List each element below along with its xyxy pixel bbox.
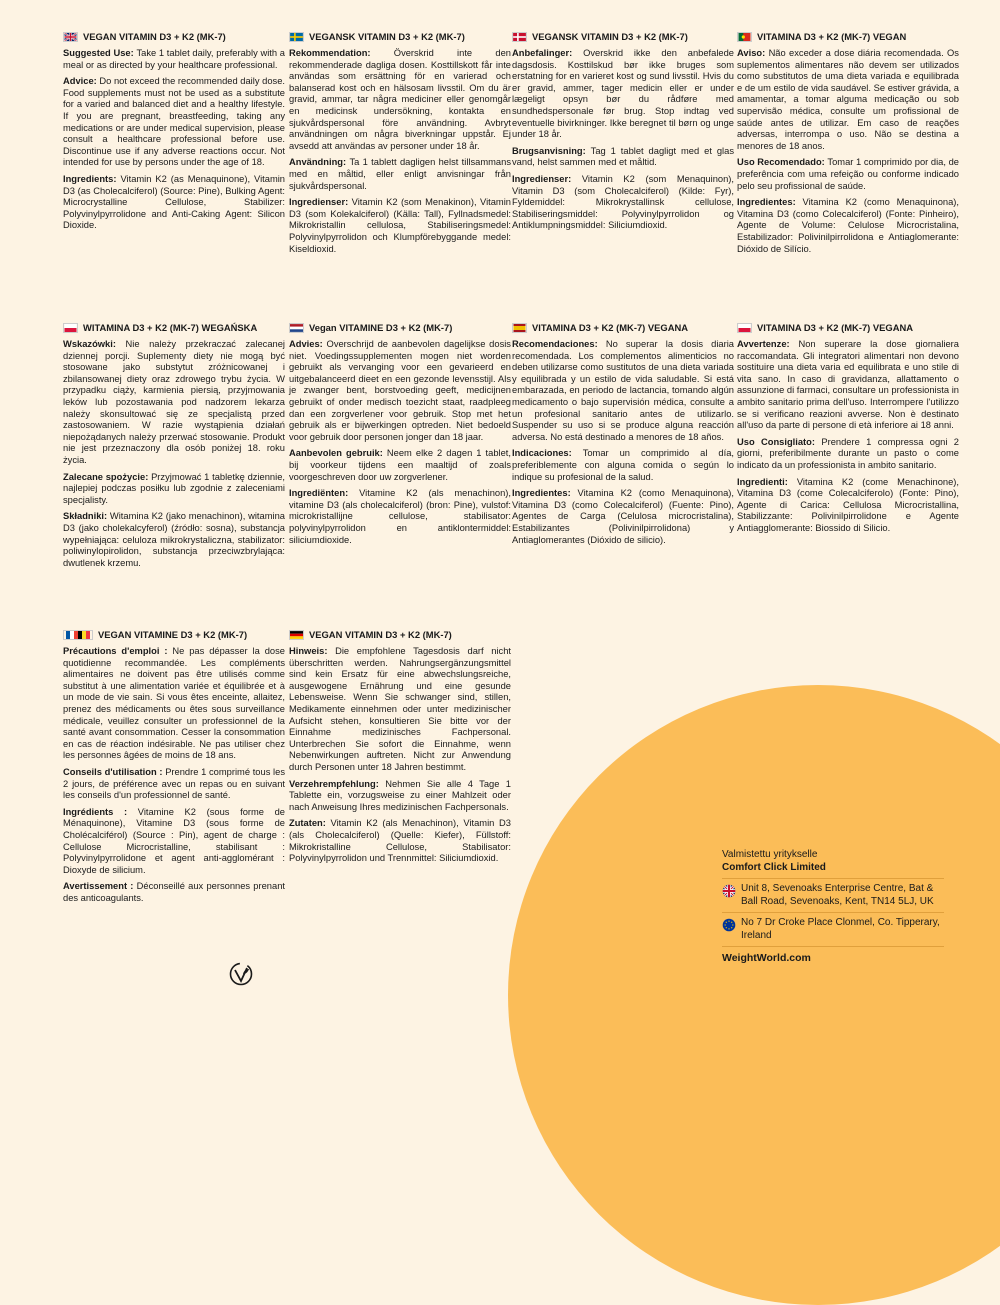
section-da <box>512 30 734 237</box>
section-pl <box>63 321 285 574</box>
uk-flag-icon <box>63 32 78 42</box>
poland-flag-icon <box>63 323 78 333</box>
paragraph-ingredients: Ingrédients : Vitamine K2 (sous forme de Ménaquinone), Vitamine D3 (sous forme de Cholécalciférol) (Source : Pin), agent de charge : Cellulose Microcristalline, stabilisant : Polyvinylpyrrolidone et agent anti-agglomérant : Dioxyde de silicium. <box>63 806 285 875</box>
section-title: VEGAN VITAMIN D3 + K2 (MK-7) <box>83 31 226 43</box>
paragraph-usage: Användning: Ta 1 tablett dagligen helst tillsammans med en måltid, eller enligt anvisningar från sjukvårdspersonal. <box>289 157 511 191</box>
paragraph-recommended-intake: Verzehrempfehlung: Nehmen Sie alle 4 Tage 1 Tablette ein, vorzugsweise zu einer Mahlzeit oder nach Anweisung Ihres medizinischen Fachpersonals. <box>289 778 511 812</box>
paragraph-advice: Advice: Do not exceed the recommended daily dose. Food supplements must not be used as a substitute for a varied and balanced diet and a healthy lifestyle. If you are pregnant, breastfeeding, taking any medications or are under medical supervision, please consult a healthcare professional before use. Discontinue use if any adverse reactions occur. Not intended for use by persons under the age of 18. <box>63 76 285 168</box>
denmark-flag-icon <box>512 32 527 42</box>
section-es <box>512 321 734 551</box>
spain-flag-icon <box>512 323 527 333</box>
section-header <box>512 321 734 335</box>
paragraph-usage-advice: Conseils d'utilisation : Prendre 1 comprimé tous les 2 jours, de préférence avec un repas ou en suivant les conseils d'un professionnel de santé. <box>63 766 285 801</box>
decorative-circle <box>508 685 1000 1305</box>
italy-flag-icon <box>737 323 752 333</box>
paragraph-advice: Advies: Overschrijd de aanbevolen dagelijkse dosis niet. Voedingssupplementen mogen niet worden gebruikt als vervanging voor een gevarieerd en uitgebalanceerd dieet en een gezonde levensstijl. Als je zwanger bent, borstvoeding geeft, medicijnen gebruikt of onder medisch toezicht staat, raadpleeg dan een zorgverlener voor gebruik. Stop met het gebruik als er bijwerkingen optreden. Niet bedoeld voor gebruik door personen jonger dan 18 jaar. <box>289 339 511 442</box>
company-name: Comfort Click Limited <box>722 862 826 873</box>
paragraph-recommended-intake: Zalecane spożycie: Przyjmować 1 tabletkę dziennie, najlepiej podczas posiłku lub zgodnie z zaleceniami specjalisty. <box>63 471 285 505</box>
paragraph-suggested-use: Suggested Use: Take 1 tablet daily, preferably with a meal or as directed by your healthcare professional. <box>63 48 285 70</box>
france-belgium-flag-icon <box>63 630 93 640</box>
paragraph-recommendations: Anbefalinger: Overskrid ikke den anbefalede dagsdosis. Kosttilskud bør ikke bruges som erstatning for en varieret kost og sund livsstil. Hvis du er gravid, ammer, tager medicin eller er under lægeligt opsyn bør du rådføre med sundhedspersonale før brug. Stop indtag ved eventuelle bivirkninger. Ikke beregnet til børn og unge under 18 år. <box>512 48 734 140</box>
made-for-label: Valmistettu yritykselle <box>722 849 818 860</box>
section-title: VEGANSK VITAMIN D3 + K2 (MK-7) <box>309 31 465 43</box>
section-sv <box>289 30 511 260</box>
paragraph-precautions: Précautions d'emploi : Ne pas dépasser la dose quotidienne recommandée. Les compléments alimentaires ne doivent pas être utilisés comme substitut à une alimentation variée et équilibrée et à un mode de vie sain. Si vous êtes enceinte, allaitez, prenez des médicaments ou êtes sous surveillance médicale, veuillez consulter un professionnel de la santé avant consommation. Cesser la consommation en cas de réaction indésirable. Ne pas utiliser chez les personnes âgées de moins de 18 ans. <box>63 646 285 761</box>
section-title: VEGAN VITAMINE D3 + K2 (MK-7) <box>98 629 248 641</box>
germany-flag-icon <box>289 630 304 640</box>
website-link[interactable]: WeightWorld.com <box>722 946 944 965</box>
paragraph-recommendations: Recomendaciones: No superar la dosis diaria recomendada. Los complementos alimenticios no deben utilizarse como sustitutos de una dieta variada y equilibrada y un estilo de vida saludable. Si está embarazada, en periodo de lactancia, tomando algún medicamento o bajo supervisión médica, consulte a un profesional sanitario antes de utilizarlo. Suspender su uso si se produce alguna reacción adversa. No está destinado a menores de 18 años. <box>512 339 734 442</box>
paragraph-ingredients: Ingredients: Vitamin K2 (as Menaquinone), Vitamin D3 (as Cholecalciferol) (Source: Pine), Bulking Agent: Microcrystalline Cellulose, Stabilizer: Polyvinylpyrrolidone and Anti-Caking Agent: Silicon Dioxide. <box>63 173 285 231</box>
section-pt <box>737 30 959 260</box>
section-fr <box>63 628 285 909</box>
section-header <box>63 321 285 335</box>
section-header <box>289 321 511 335</box>
eu-flag-icon <box>722 918 736 932</box>
paragraph-warning: Aviso: Não exceder a dose diária recomendada. Os suplementos alimentares não devem ser utilizados como substitutos de uma dieta variada e equilibrada e de um estilo de vida saudável. Se estiver grávida, a amamentar, a tomar alguma medicação ou sob supervisão médica, consulte um profissional de saúde antes de utilizar. Em caso de reações adversas, interrompa o uso. Não se destina a menores de 18 anos. <box>737 48 959 151</box>
section-title: Vegan VITAMINE D3 + K2 (MK-7) <box>309 322 453 334</box>
section-header <box>289 628 511 642</box>
paragraph-directions: Brugsanvisning: Tag 1 tablet dagligt med et glas vand, helst sammen med et måltid. <box>512 145 734 168</box>
paragraph-warning: Avertissement : Déconseillé aux personnes prenant des anticoagulants. <box>63 881 285 903</box>
paragraph-recommended-use: Uso Consigliato: Prendere 1 compressa ogni 2 giorni, preferibilmente durante un pasto o come indicato da un professionista in ambito sanitario. <box>737 436 960 470</box>
paragraph-ingredients: Składniki: Witamina K2 (jako menachinon), witamina D3 (jako cholekalcyferol) (źródło: sosna), substancja wypełniająca: celuloza mikrokrystaliczna, stabilizator: poliwinylopirolidon, substancja przeciwzbrylająca: dwutlenek krzemu. <box>63 511 285 568</box>
paragraph-notice: Hinweis: Die empfohlene Tagesdosis darf nicht überschritten werden. Nahrungsergänzungsmittel sind kein Ersatz für eine abwechslungsreiche, ausgewogene Ernährung und eine gesunde Lebensweise. Wenn Sie schwanger sind, stillen, Medikamente einnehmen oder unter medizinischer Aufsicht stehen, konsultieren Sie bitte vor der Einnahme medizinisches Fachpersonal. Unterbrechen Sie sofort die Einnahme, wenn Nebenwirkungen auftreten. Nicht zur Anwendung durch Personen unter 18 Jahren bestimmt. <box>289 646 511 772</box>
paragraph-recommendation: Rekommendation: Överskrid inte den rekommenderade dagliga dosen. Kosttillskott får inte användas som ersättning för en varierad och balanserad kost och en hälsosam livsstil. Om du är gravid, ammar, tar några mediciner eller genomgår en medicinsk undersökning, kontakta en sjukvårdspersonal före användning. Avbryt användningen om några biverkningar uppstår. Ej avsedd att användas av personer under 18 år. <box>289 48 511 151</box>
paragraph-indications: Indicaciones: Tomar un comprimido al día, preferiblemente con alguna comida o según lo indique su profesional de la salud. <box>512 448 734 482</box>
paragraph-ingredients: Ingrediënten: Vitamine K2 (als menachinon), vitamine D3 (als cholecalciferol) (bron: Pine), vulstof: microkristallijne cellulose, stabilisator: polyvinylpyrrolidon en antiklontermiddel: siliciumdioxide. <box>289 488 511 545</box>
address-uk <box>722 878 944 912</box>
section-title: VITAMINA D3 + K2 (MK-7) VEGANA <box>757 322 913 334</box>
section-header <box>289 30 511 44</box>
vegan-leaf-icon <box>229 962 253 986</box>
section-title: VITAMINA D3 + K2 (MK-7) VEGAN <box>757 31 907 43</box>
paragraph-recommended-use: Uso Recomendado: Tomar 1 comprimido por dia, de preferência com uma refeição ou conforme indicado pelo seu profissional de saúde. <box>737 157 959 191</box>
section-header <box>63 30 285 44</box>
uk-flag-icon <box>722 884 736 898</box>
sweden-flag-icon <box>289 32 304 42</box>
address-text: No 7 Dr Croke Place Clonmel, Co. Tipperary, Ireland <box>741 917 940 941</box>
section-title: VEGAN VITAMIN D3 + K2 (MK-7) <box>309 629 452 641</box>
address-text: Unit 8, Sevenoaks Enterprise Centre, Bat & Ball Road, Sevenoaks, Kent, TN14 5LJ, UK <box>741 883 934 907</box>
section-it <box>737 321 959 540</box>
paragraph-ingredients: Ingredientes: Vitamina K2 (como Menaquinona), Vitamina D3 (como Colecalciferol) (Fuente: Pino), Agentes de Carga (Celulosa microcristalina), Estabilizantes (Polivinilpirrolidona) y Antiaglomerantes (Dióxido de silicio). <box>512 488 734 545</box>
paragraph-warnings: Avvertenze: Non superare la dose giornaliera raccomandata. Gli integratori alimentari non devono sostituire una dieta varia ed equilibrata e uno stile di vita sano. In caso di gravidanza, allattamento o assunzione di farmaci, consultare un professionista in ambito sanitario prima dell'uso. Interrompere l'utilizzo se si verificano reazioni avverse. Non è destinato all'uso da parte di persone di età inferiore ai 18 anni. <box>737 339 959 431</box>
paragraph-guidance: Wskazówki: Nie należy przekraczać zalecanej dziennej porcji. Suplementy diety nie mogą być stosowane jako substytut zróżnicowanej i zbilansowanej diety oraz zdrowego trybu życia. W przypadku ciąży, karmienia piersią, przyjmowania leków lub pozostawania pod nadzorem lekarza należy skonsultować się ze specjalistą przed zastosowaniem. W razie wystąpienia działań niepożądanych należy przerwać stosowanie. Produkt nie jest przeznaczony dla osób poniżej 18. roku życia. <box>63 339 285 465</box>
paragraph-ingredients: Ingredienser: Vitamin K2 (som Menakinon), Vitamin D3 (som Kolekalciferol) (Källa: Tall), Fyllnadsmedel: Mikrokristallin cellulosa, Stabiliseringsmedel: Polyvinylpyrrolidon och Klumpförebyggande medel: Kiseldioxid. <box>289 197 511 254</box>
section-en <box>63 30 285 237</box>
address-eu <box>722 912 944 946</box>
portugal-flag-icon <box>737 32 752 42</box>
paragraph-ingredients: Zutaten: Vitamin K2 (als Menachinon), Vitamin D3 (als Cholecalciferol) (Quelle: Kiefer), Füllstoff: Mikrokristalline Cellulose, Stabilisator: Polyvinylpyrrolidon und Trennmittel: Siliciumdioxid. <box>289 818 511 864</box>
manufacturer-block <box>722 848 944 965</box>
section-nl <box>289 321 511 551</box>
section-header <box>737 30 959 44</box>
section-header <box>737 321 959 335</box>
section-header <box>512 30 734 44</box>
section-de <box>289 628 511 870</box>
section-header <box>63 628 285 642</box>
paragraph-ingredients: Ingredienser: Vitamin K2 (som Menaquinon), Vitamin D3 (som Cholecalciferol) (Kilde: Fyr), Fyldemiddel: Mikrokrystallinsk cellulose, Stabiliseringsmiddel: Polyvinylpyrrolidon og Antiklumpningsmiddel: Siliciumdioxid. <box>512 173 734 231</box>
section-title: VITAMINA D3 + K2 (MK-7) VEGANA <box>532 322 688 334</box>
section-title: WITAMINA D3 + K2 (MK-7) WEGAŃSKA <box>83 322 258 334</box>
paragraph-ingredients: Ingredientes: Vitamina K2 (como Menaquinona), Vitamina D3 (como Colecalciferol) (Fonte: Pinheiro), Agente de Volume: Celulose Microcristalina, Estabilizador: Polivinilpirrolidona e Antiaglomerante: Dióxido de Silício. <box>737 197 959 254</box>
netherlands-flag-icon <box>289 323 304 333</box>
paragraph-recommended-use: Aanbevolen gebruik: Neem elke 2 dagen 1 tablet, bij voorkeur tijdens een maaltijd of zoals voorgeschreven door uw zorgverlener. <box>289 448 511 482</box>
paragraph-ingredients: Ingredienti: Vitamina K2 (come Menachinone), Vitamina D3 (come Colecalciferolo) (Fonte: Pino), Agente di Carica: Cellulosa Microcristallina, Stabilizzante: Polivinilpirrolidone e Agente Antiagglomerante: Biossido di Silicio. <box>737 476 959 533</box>
section-title: VEGANSK VITAMIN D3 + K2 (MK-7) <box>532 31 688 43</box>
